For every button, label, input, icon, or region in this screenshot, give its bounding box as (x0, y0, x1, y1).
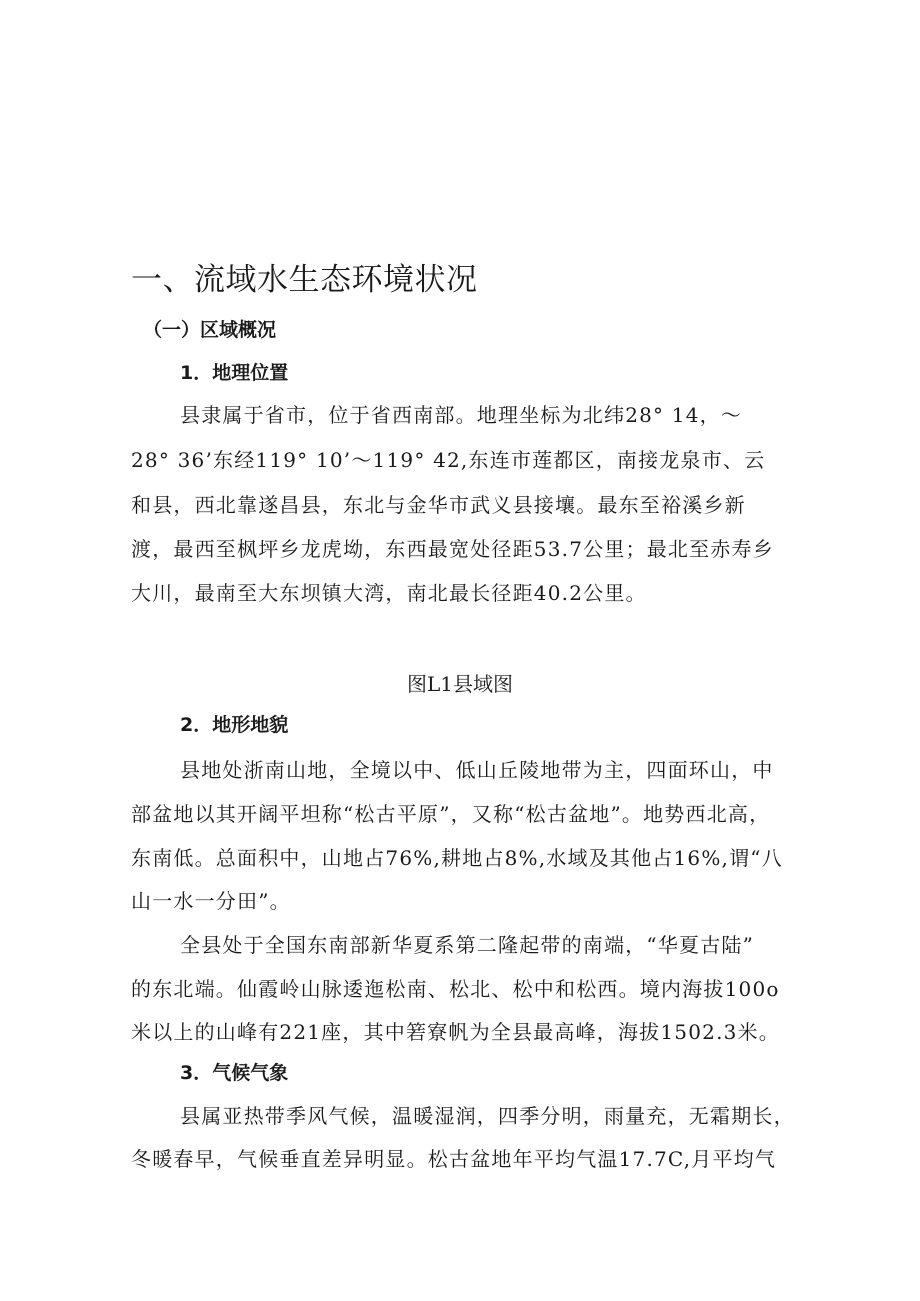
subsection-heading-climate: 3．气候气象 (180, 1062, 289, 1084)
paragraph-line: 大川，最南至大东坝镇大湾，南北最长径距40.2公里。 (131, 581, 647, 605)
chapter-heading: 一、流域水生态环境状况 (131, 262, 478, 298)
paragraph-line: 和县，西北靠遂昌县，东北与金华市武义县接壤。最东至裕溪乡新 (131, 493, 746, 517)
paragraph-line: 部盆地以其开阔平坦称“松古平原”，又称“松古盆地”。地势西北高， (131, 802, 771, 826)
paragraph-line: 的东北端。仙霞岭山脉逶迤松南、松北、松中和松西。境内海拔100o (131, 977, 780, 1001)
section-heading: （一）区域概况 (143, 319, 277, 341)
paragraph-line: 渡，最西至枫坪乡龙虎坳，东西最宽处径距53.7公里；最北至赤寿乡 (131, 537, 774, 561)
paragraph-line: 全县处于全国东南部新华夏系第二隆起带的南端，“华夏古陆” (180, 933, 755, 957)
paragraph-line: 县属亚热带季风气候，温暖湿润，四季分明，雨量充，无霜期长， (180, 1104, 795, 1128)
paragraph-line: 县隶属于省市，位于省西南部。地理坐标为北纬28° 14，～ (180, 403, 743, 427)
paragraph-line: 28° 36’东经119° 10’～119° 42,东连市莲都区，南接龙泉市、云 (131, 448, 766, 472)
paragraph-line: 县地处浙南山地，全境以中、低山丘陵地带为主，四面环山，中 (180, 758, 774, 782)
subsection-heading-terrain: 2．地形地貌 (180, 714, 289, 736)
paragraph-line: 米以上的山峰有221座，其中箬寮帆为全县最高峰，海拔1502.3米。 (131, 1020, 780, 1044)
paragraph-line: 山一水一分田”。 (131, 889, 291, 913)
figure-caption: 图L1县域图 (406, 672, 513, 696)
subsection-heading-location: 1．地理位置 (180, 362, 289, 384)
paragraph-line: 东南低。总面积中，山地占76%,耕地占8%,水域及其他占16%,谓“八 (131, 846, 783, 870)
paragraph-line: 冬暖春早，气候垂直差异明显。松古盆地年平均气温17.7C,月平均气 (131, 1147, 777, 1171)
